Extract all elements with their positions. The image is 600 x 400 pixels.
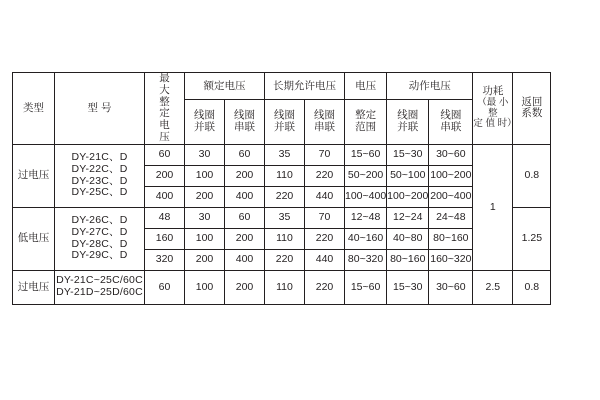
cell-max-setting-voltage: 320	[145, 249, 185, 270]
cell-setting-range: 15~60	[345, 144, 387, 165]
header-power: 功耗 （最 小 整 定 值 时）	[473, 73, 513, 145]
header-rated-coil-series: 线圈 串联	[225, 99, 265, 144]
cell-rated-parallel: 100	[185, 228, 225, 249]
cell-setting-range: 15~60	[345, 270, 387, 304]
cell-power-value-1: 1	[473, 144, 513, 270]
cell-rated-parallel: 100	[185, 270, 225, 304]
header-voltage: 电压	[345, 73, 387, 100]
cell-long-series: 440	[305, 249, 345, 270]
cell-return-coefficient-group-2: 1.25	[513, 207, 551, 270]
cell-action-series: 30~60	[429, 270, 473, 304]
cell-long-parallel: 35	[265, 144, 305, 165]
header-action-coil-series: 线圈 串联	[429, 99, 473, 144]
header-power-label: 功耗	[482, 85, 504, 98]
cell-rated-series: 200	[225, 165, 265, 186]
header-power-note: （最 小 整	[477, 97, 509, 119]
cell-rated-parallel: 30	[185, 144, 225, 165]
header-long-coil-series: 线圈 串联	[305, 99, 345, 144]
table-body	[13, 144, 551, 304]
cell-max-setting-voltage: 60	[145, 270, 185, 304]
cell-action-parallel: 40~80	[387, 228, 429, 249]
cell-type-group-1: 过电压	[13, 144, 55, 207]
header-type: 类型	[13, 73, 55, 145]
cell-long-parallel: 110	[265, 228, 305, 249]
cell-long-series: 220	[305, 165, 345, 186]
cell-action-parallel: 50~100	[387, 165, 429, 186]
cell-return-coefficient-group-1: 0.8	[513, 144, 551, 207]
cell-rated-series: 400	[225, 186, 265, 207]
cell-setting-range: 100~400	[345, 186, 387, 207]
header-rated-voltage: 额定电压	[185, 73, 265, 100]
header-long-coil-parallel: 线圈 并联	[265, 99, 305, 144]
table-row	[13, 144, 551, 165]
cell-action-parallel: 15~30	[387, 270, 429, 304]
cell-rated-series: 200	[225, 228, 265, 249]
cell-rated-series: 60	[225, 207, 265, 228]
cell-max-setting-voltage: 200	[145, 165, 185, 186]
cell-long-series: 70	[305, 207, 345, 228]
cell-action-series: 80~160	[429, 228, 473, 249]
cell-action-parallel: 12~24	[387, 207, 429, 228]
table-row	[13, 207, 551, 228]
cell-long-parallel: 220	[265, 186, 305, 207]
cell-long-parallel: 110	[265, 165, 305, 186]
cell-max-setting-voltage: 48	[145, 207, 185, 228]
header-setting-range: 整定 范围	[345, 99, 387, 144]
cell-action-series: 24~48	[429, 207, 473, 228]
cell-action-parallel: 15~30	[387, 144, 429, 165]
cell-rated-parallel: 100	[185, 165, 225, 186]
cell-rated-parallel: 200	[185, 186, 225, 207]
cell-type-group-3: 过电压	[13, 270, 55, 304]
cell-rated-series: 400	[225, 249, 265, 270]
table-row	[13, 270, 551, 304]
cell-action-series: 30~60	[429, 144, 473, 165]
cell-model-group-2: DY-26C、D DY-27C、D DY-28C、D DY-29C、D	[55, 207, 145, 270]
cell-model-group-1: DY-21C、D DY-22C、D DY-23C、D DY-25C、D	[55, 144, 145, 207]
cell-max-setting-voltage: 400	[145, 186, 185, 207]
cell-rated-parallel: 30	[185, 207, 225, 228]
cell-action-parallel: 80~160	[387, 249, 429, 270]
header-action-coil-parallel: 线圈 并联	[387, 99, 429, 144]
cell-type-group-2: 低电压	[13, 207, 55, 270]
cell-setting-range: 80~320	[345, 249, 387, 270]
header-long-term-allowable-voltage: 长期允许电压	[265, 73, 345, 100]
cell-model-group-3: DY-21C~25C/60C DY-21D~25D/60C	[55, 270, 145, 304]
table-head	[13, 73, 551, 145]
cell-rated-parallel: 200	[185, 249, 225, 270]
cell-rated-series: 200	[225, 270, 265, 304]
header-rated-coil-parallel: 线圈 并联	[185, 99, 225, 144]
header-model: 型 号	[55, 73, 145, 145]
cell-action-series: 100~200	[429, 165, 473, 186]
cell-max-setting-voltage: 160	[145, 228, 185, 249]
cell-rated-series: 60	[225, 144, 265, 165]
cell-long-series: 220	[305, 228, 345, 249]
cell-setting-range: 50~200	[345, 165, 387, 186]
cell-max-setting-voltage: 60	[145, 144, 185, 165]
cell-long-series: 70	[305, 144, 345, 165]
cell-setting-range: 12~48	[345, 207, 387, 228]
cell-action-parallel: 100~200	[387, 186, 429, 207]
header-return-coefficient: 返回 系数	[513, 73, 551, 145]
cell-long-parallel: 35	[265, 207, 305, 228]
cell-return-coefficient-group-3: 0.8	[513, 270, 551, 304]
cell-power-value-2: 2.5	[473, 270, 513, 304]
cell-long-series: 440	[305, 186, 345, 207]
specification-table	[12, 72, 551, 305]
cell-long-series: 220	[305, 270, 345, 304]
header-action-voltage: 动作电压	[387, 73, 473, 100]
cell-action-series: 160~320	[429, 249, 473, 270]
table-header-row-1	[13, 73, 551, 100]
cell-setting-range: 40~160	[345, 228, 387, 249]
cell-long-parallel: 220	[265, 249, 305, 270]
header-max-setting-voltage: 最 大 整 定 电 压	[145, 73, 185, 145]
cell-long-parallel: 110	[265, 270, 305, 304]
cell-action-series: 200~400	[429, 186, 473, 207]
